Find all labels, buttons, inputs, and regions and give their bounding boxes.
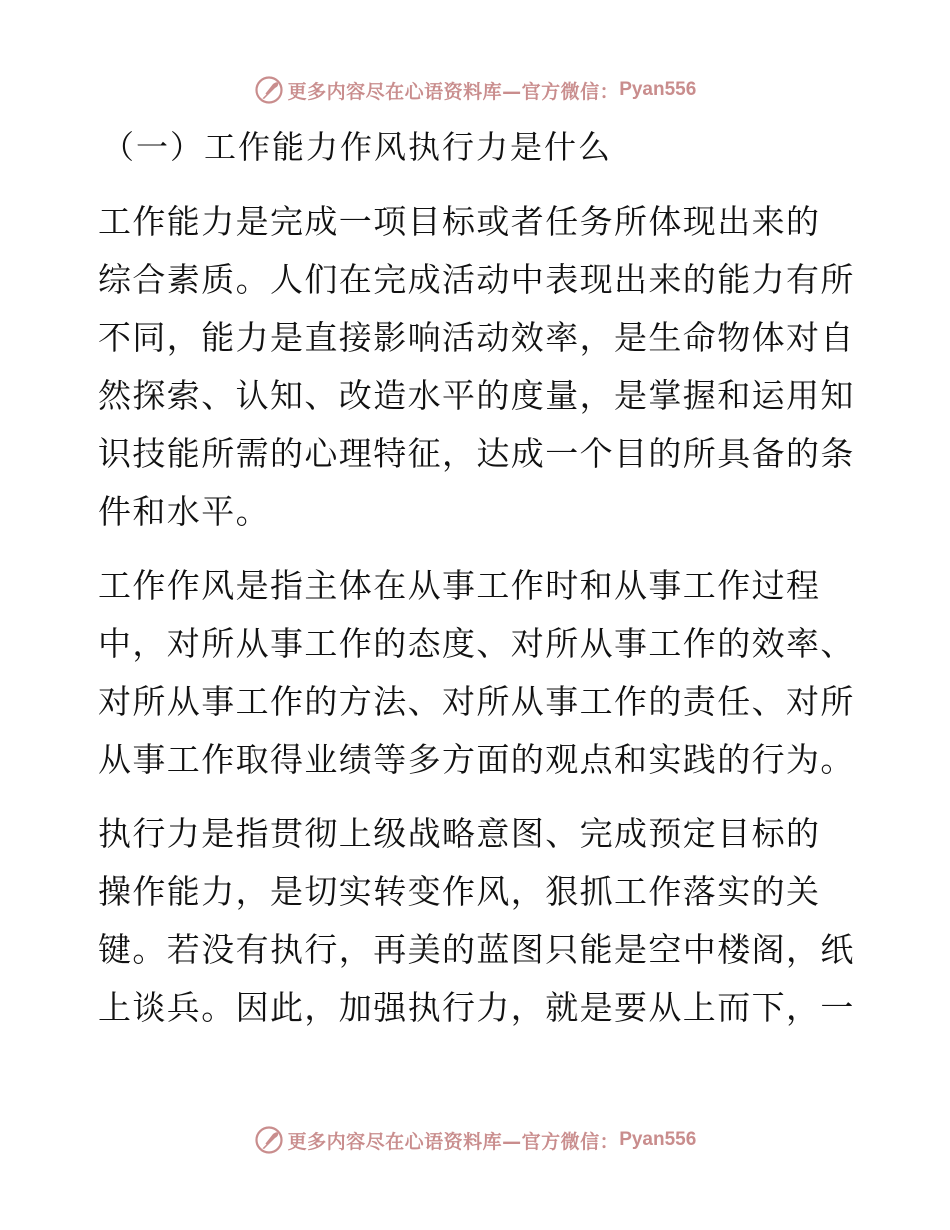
paragraph-line: 工作能力是完成一项目标或者任务所体现出来的 (98, 202, 821, 241)
paragraph-line: 识技能所需的心理特征，达成一个目的所具备的条 (98, 434, 855, 473)
watermark-text: 更多内容尽在心语资料库—官方微信： (287, 1130, 620, 1153)
paragraph-line: 执行力是指贯彻上级战略意图、完成预定目标的 (98, 814, 821, 853)
paragraph-line: 工作作风是指主体在从事工作时和从事工作过程 (98, 566, 821, 605)
paragraph-line: 键。若没有执行，再美的蓝图只能是空中楼阁，纸 (98, 930, 855, 969)
paragraph-line: 操作能力，是切实转变作风，狠抓工作落实的关 (98, 872, 821, 911)
watermark-wechat-id: Pyan556 (619, 79, 697, 100)
paragraph-execution (98, 805, 855, 1037)
paragraph-line: 然探索、认知、改造水平的度量，是掌握和运用知 (98, 376, 855, 415)
paragraph-line: 从事工作取得业绩等多方面的观点和实践的行为。 (98, 740, 855, 779)
footer-watermark (0, 1123, 950, 1157)
header-watermark (0, 73, 950, 107)
paragraph-line: 件和水平。 (98, 492, 270, 531)
paragraph-line: 上谈兵。因此，加强执行力，就是要从上而下，一 (98, 988, 855, 1027)
paragraph-line: 综合素质。人们在完成活动中表现出来的能力有所 (98, 260, 855, 299)
paragraph-line: 中，对所从事工作的态度、对所从事工作的效率、 (98, 624, 855, 663)
watermark-wechat-id: Pyan556 (619, 1129, 697, 1150)
paragraph-line: 对所从事工作的方法、对所从事工作的责任、对所 (98, 682, 855, 721)
section-heading: （一）工作能力作风执行力是什么 (102, 128, 613, 166)
paragraph-line: 不同，能力是直接影响活动效率，是生命物体对自 (98, 318, 855, 357)
paragraph-work-style (98, 557, 855, 789)
quill-pen-icon (254, 1125, 284, 1155)
watermark-text: 更多内容尽在心语资料库—官方微信： (287, 80, 620, 103)
quill-pen-icon (254, 75, 284, 105)
paragraph-work-ability (98, 193, 855, 541)
